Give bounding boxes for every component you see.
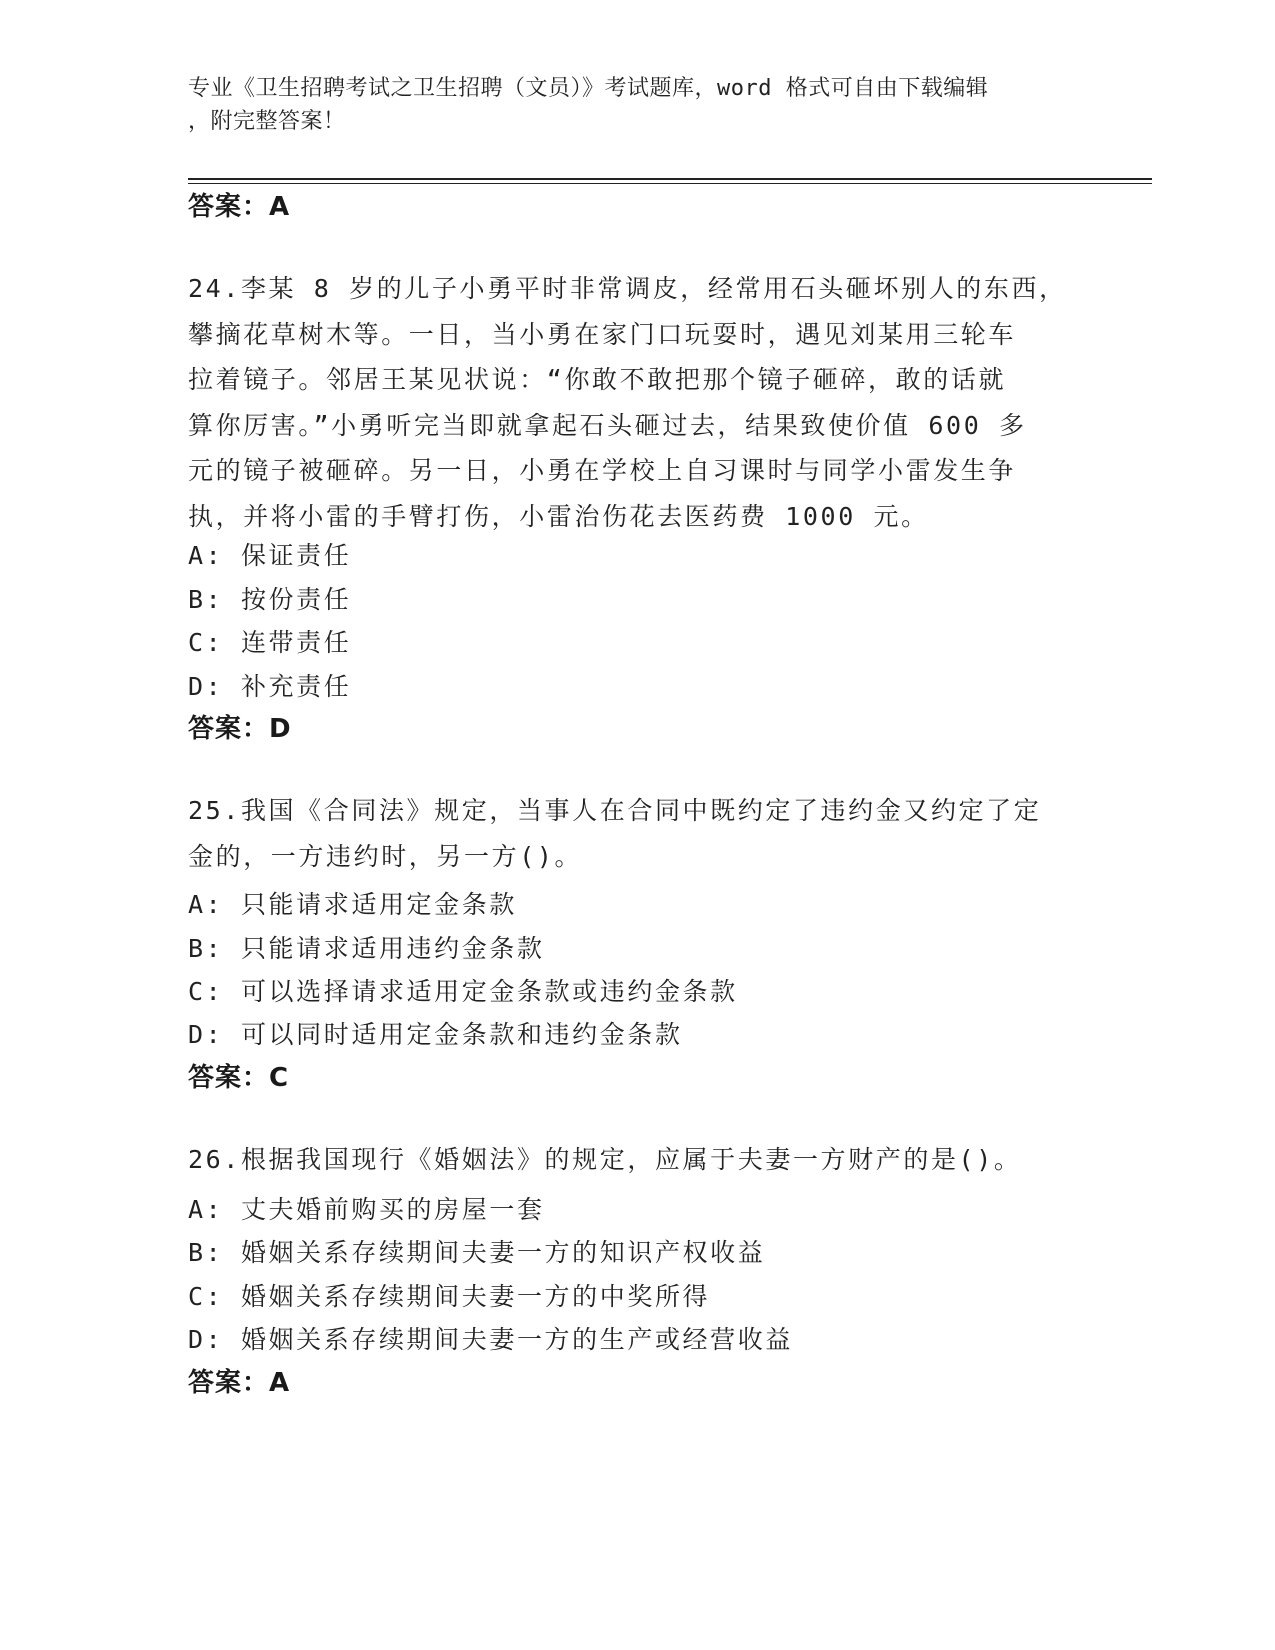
stem-line: 拉着镜子。邻居王某见状说：“你敢不敢把那个镜子砸碎，敢的话就 — [188, 365, 1007, 394]
stem-line: 26.根据我国现行《婚姻法》的规定，应属于夫妻一方财产的是()。 — [188, 1145, 1022, 1174]
question-25-stem — [188, 788, 1088, 879]
question-24-option-b: B: 按份责任 — [188, 585, 352, 614]
stem-line: 攀摘花草树木等。一日，当小勇在家门口玩耍时，遇见刘某用三轮车 — [188, 319, 1017, 349]
question-26-option-b: B: 婚姻关系存续期间夫妻一方的知识产权收益 — [188, 1238, 766, 1267]
question-25-option-c: C: 可以选择请求适用定金条款或违约金条款 — [188, 977, 738, 1006]
question-24-option-c: C: 连带责任 — [188, 628, 352, 657]
stem-line: 24.李某 8 岁的儿子小勇平时非常调皮，经常用石头砸坏别人的东西， — [188, 274, 1067, 303]
question-24-answer: 答案：D — [188, 714, 292, 744]
stem-line: 元的镜子被砸碎。另一日，小勇在学校上自习课时与同学小雷发生争 — [188, 456, 1017, 485]
header-line-2: ，附完整答案！ — [188, 109, 346, 134]
question-26-stem — [188, 1137, 1088, 1183]
question-24-option-a: A: 保证责任 — [188, 541, 352, 570]
question-24-stem — [188, 266, 1088, 539]
question-26-option-a: A: 丈夫婚前购买的房屋一套 — [188, 1195, 545, 1224]
question-24-option-d: D: 补充责任 — [188, 672, 352, 701]
question-26-option-d: D: 婚姻关系存续期间夫妻一方的生产或经营收益 — [188, 1325, 793, 1354]
stem-line: 执，并将小雷的手臂打伤，小雷治伤花去医药费 1000 元。 — [188, 501, 929, 531]
stem-line: 金的，一方违约时，另一方()。 — [188, 841, 583, 871]
header-rule-thick — [188, 178, 1152, 180]
header-rule-thin — [188, 183, 1152, 184]
question-26-answer: 答案：A — [188, 1368, 291, 1398]
question-26-option-c: C: 婚姻关系存续期间夫妻一方的中奖所得 — [188, 1282, 711, 1311]
stem-line: 25.我国《合同法》规定，当事人在合同中既约定了违约金又约定了定 — [188, 796, 1042, 825]
stem-line: 算你厉害。”小勇听完当即就拿起石头砸过去，结果致使价值 600 多 — [188, 410, 1027, 440]
question-25-option-d: D: 可以同时适用定金条款和违约金条款 — [188, 1020, 683, 1049]
question-25-answer: 答案：C — [188, 1063, 290, 1093]
previous-answer: 答案：A — [188, 192, 291, 222]
header-line-1: 专业《卫生招聘考试之卫生招聘（文员）》考试题库，word 格式可自由下载编辑 — [188, 76, 989, 101]
question-25-option-a: A: 只能请求适用定金条款 — [188, 890, 517, 919]
document-header — [188, 72, 1088, 138]
question-25-option-b: B: 只能请求适用违约金条款 — [188, 934, 545, 963]
